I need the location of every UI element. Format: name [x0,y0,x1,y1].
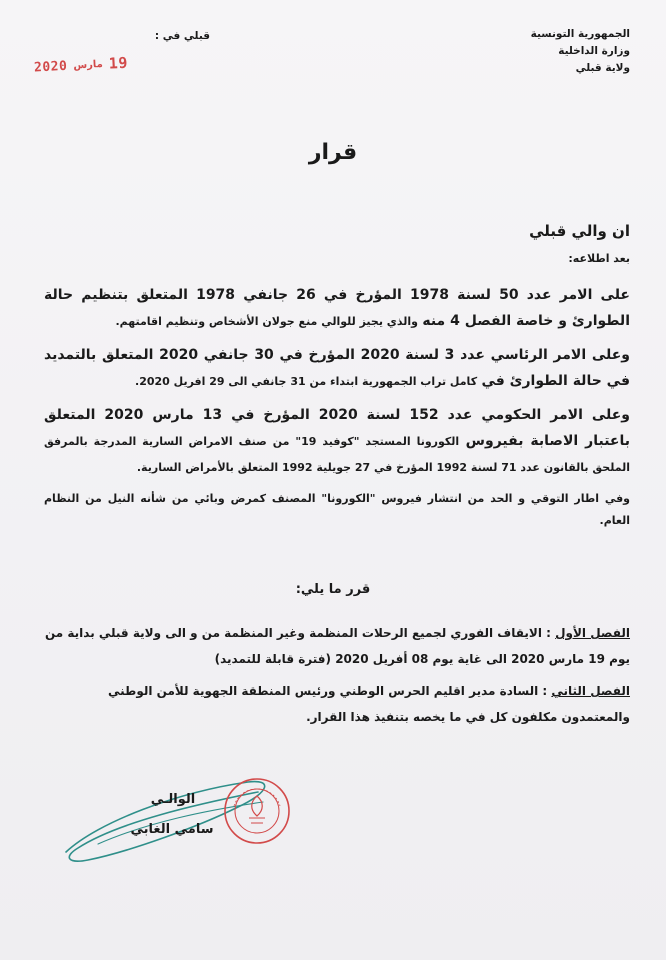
preamble-rest: كامل تراب الجمهورية ابتداء من 31 جانفي الى 29 افريل 2020. [135,375,478,388]
org-line-republic: الجمهورية التونسية [530,28,630,40]
preamble-rest: والذي يجيز للوالي منع جولان الأشخاص وتنظيم اقامتهم. [115,315,418,328]
preamble-paragraph [44,402,630,480]
stamp-year: 2020 [33,58,68,76]
org-line-ministry: وزارة الداخلية [558,45,630,57]
preamble-lead: وعلى الامر الحكومي عدد 152 لسنة 2020 المؤرخ في 13 مارس 2020 المتعلق باعتبار الاصابة بفيروس [44,407,630,449]
stamp-day: 19 [108,53,129,73]
date-stamp [34,54,131,77]
preamble [44,282,630,540]
preamble-lead: وعلى الامر الرئاسي عدد 3 لسنة 2020 المؤرخ في 30 جانفي 2020 المتعلق بالتمديد في حالة الطوارئ في [44,347,630,389]
official-seal-icon [222,776,292,846]
place-date-label: قبلي في : [154,30,210,42]
document-title: قرار [308,140,358,165]
article-1-text: : الايقاف الفوري لجميع الرحلات المنظمة وغير المنظمة من و الى ولاية قبلي بداية من يوم 19 مارس 2020 الى غاية يوم 08 أفريل 2020 (فترة قابلة للتمديد) [44,626,630,666]
preamble-paragraph [44,282,630,334]
org-line-governorate: ولاية قبلي [575,62,630,74]
stamp-month: مارس [73,58,104,71]
article-2-text: : السادة مدير اقليم الحرس الوطني ورئيس المنطقة الجهوية للأمن الوطني والمعتمدون مكلفون كل في ما يخصه بتنفيذ هذا القرار. [108,684,630,724]
preamble-lead: على الامر عدد 50 لسنة 1978 المؤرخ في 26 جانفي 1978 المتعلق بتنظيم حالة الطوارئ و خاصة الفصل 4 منه [44,287,630,329]
article-1-label: الفصل الأول [555,626,630,640]
decision-heading: قرر ما يلي: [295,582,371,597]
article-1 [44,620,630,672]
after-review-label: بعد اطلاعه: [568,252,630,265]
signatory-title: الوالـي [150,792,196,807]
article-2-label: الفصل الثاني [551,684,630,698]
preamble-paragraph [44,342,630,394]
preamble-paragraph [44,488,630,532]
decision-articles [44,620,630,736]
signatory-name: سامي الغابي [130,822,214,837]
issuing-official: ان والي قبلي [529,222,630,240]
article-2 [44,678,630,730]
issuing-authority-block [430,26,630,77]
preamble-rest: وفي اطار التوقي و الحد من انتشار فيروس "الكورونا" المصنف كمرض وبائي من شأنه النيل من النظام العام. [44,492,630,527]
preamble-rest: الكورونا المستجد "كوفيد 19" من صنف الامراض السارية المدرجة بالمرفق الملحق بالقانون عدد 71 لسنة 1992 المؤرخ في 27 جويلية 1992 المتعلق بالأمراض السارية. [44,435,630,474]
